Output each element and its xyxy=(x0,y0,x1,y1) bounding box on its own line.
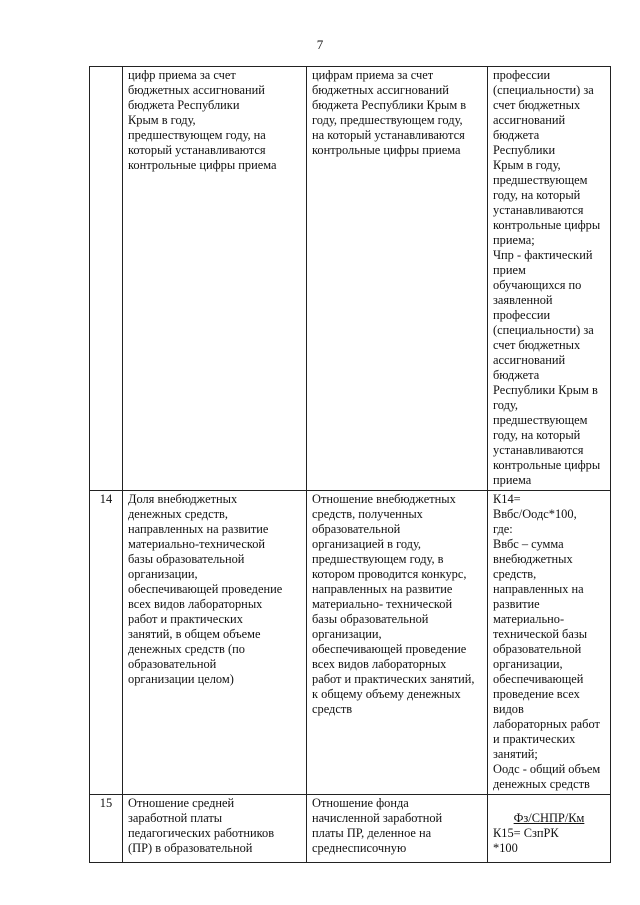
indicator-definition-cell: Отношение фонда начисленной заработной платы ПР, деленное на среднесписочную xyxy=(307,795,488,863)
indicator-definition-cell: Отношение внебюджетных средств, полученных образовательной организацией в году, предшествующем году, в котором проводится конкурс, направленных на развитие материально- технической базы образовательной организации, обеспечивающей проведение всех видов лабораторных работ и практических занятий, к общему объему денежных средств xyxy=(307,491,488,795)
indicators-table xyxy=(89,66,611,863)
indicator-formula-cell xyxy=(488,795,611,863)
indicator-name-cell: цифр приема за счет бюджетных ассигнований бюджета Республики Крым в году, предшествующем году, на который устанавливаются контрольные цифры приема xyxy=(123,67,307,491)
row-number-cell: 15 xyxy=(90,795,123,863)
indicator-name-cell: Отношение средней заработной платы педагогических работников (ПР) в образовательной xyxy=(123,795,307,863)
formula-fraction: Фз/СНПР/Км xyxy=(513,811,585,825)
indicator-definition-cell: цифрам приема за счет бюджетных ассигнований бюджета Республики Крым в году, предшествующем году, на который устанавливаются контрольные цифры приема xyxy=(307,67,488,491)
table-row xyxy=(90,67,611,491)
row-number-cell: 14 xyxy=(90,491,123,795)
row-number-cell xyxy=(90,67,123,491)
table-row xyxy=(90,795,611,863)
indicator-formula-cell: К14= Ввбс/Оодс*100, где: Ввбс – сумма внебюджетных средств, направленных на развитие материально- технической базы образовательной организации, обеспечивающей проведение всех видов лабораторных работ и практических занятий; Оодс - общий объем денежных средств xyxy=(488,491,611,795)
indicator-name-cell: Доля внебюджетных денежных средств, направленных на развитие материально-технической базы образовательной организации, обеспечивающей проведение всех видов лабораторных работ и практических занятий, в общем объеме денежных средств (по образовательной организации целом) xyxy=(123,491,307,795)
formula-text: К15= СзпРК *100 xyxy=(493,826,559,855)
indicator-formula-cell: профессии (специальности) за счет бюджетных ассигнований бюджета Республики Крым в году, предшествующем году, на который устанавливаются контрольные цифры приема; Чпр - фактический прием обучающихся по заявленной профессии (специальности) за счет бюджетных ассигнований бюджета Республики Крым в году, предшествующем году, на который устанавливаются контрольные цифры приема xyxy=(488,67,611,491)
table-row xyxy=(90,491,611,795)
page-number: 7 xyxy=(316,37,324,52)
